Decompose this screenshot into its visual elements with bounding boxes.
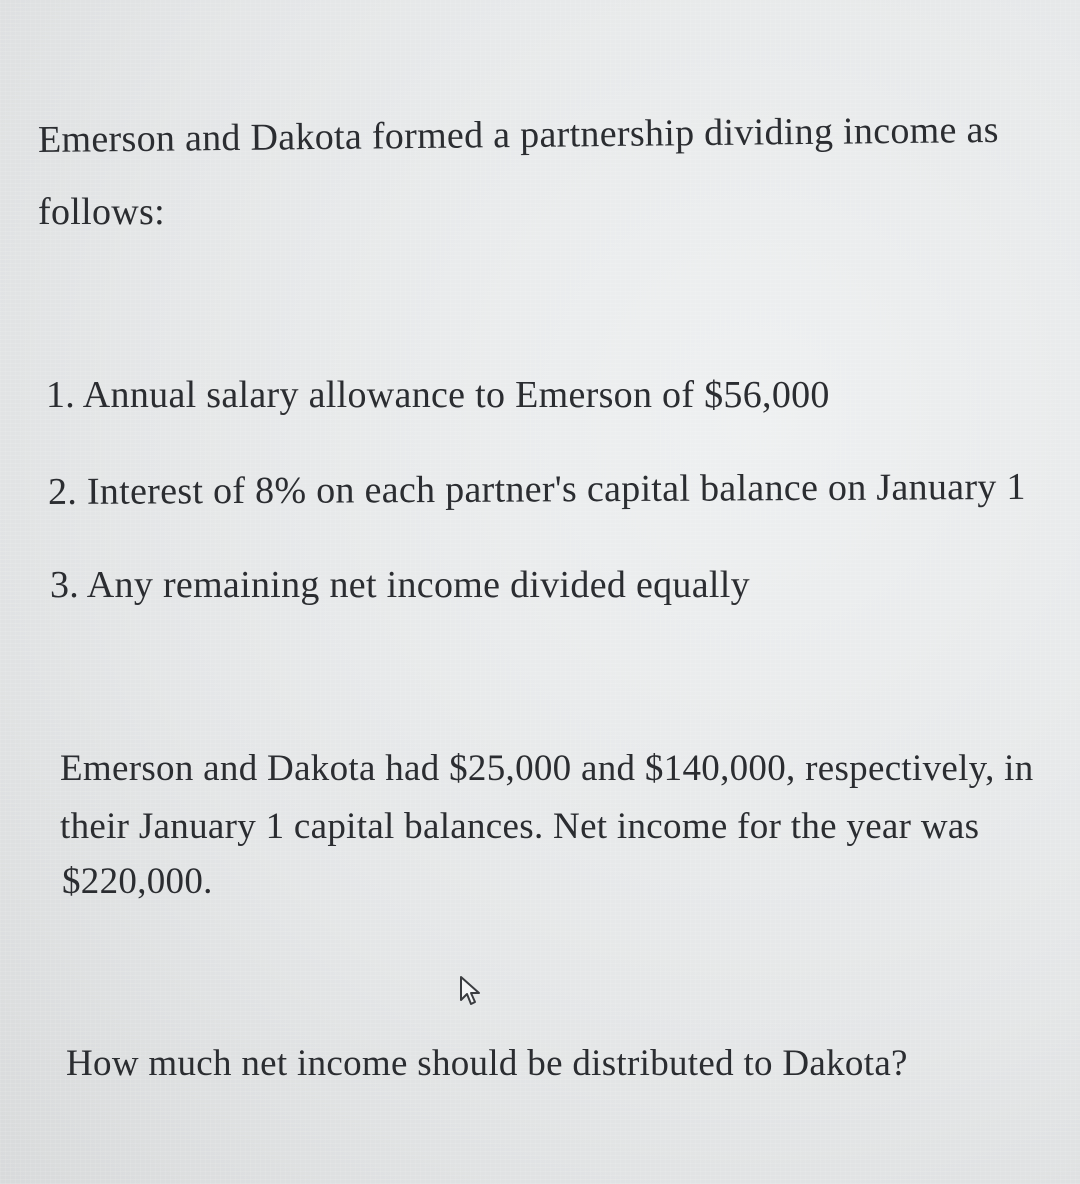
rule-item-salary: 1. Annual salary allowance to Emerson of $56,000 [46,374,830,416]
rule-item-remainder: 3. Any remaining net income divided equally [50,564,750,606]
mouse-pointer-icon [458,975,486,1007]
facts-line-2: their January 1 capital balances. Net income for the year was [60,806,980,847]
question-text: How much net income should be distributed to Dakota? [66,1043,908,1084]
intro-line-1: Emerson and Dakota formed a partnership dividing income as [37,108,999,161]
facts-line-3: $220,000. [62,861,213,902]
rule-item-interest: 2. Interest of 8% on each partner's capital balance on January 1 [47,465,1026,513]
facts-line-1: Emerson and Dakota had $25,000 and $140,000, respectively, in [60,748,1034,789]
intro-line-2: follows: [38,191,165,233]
